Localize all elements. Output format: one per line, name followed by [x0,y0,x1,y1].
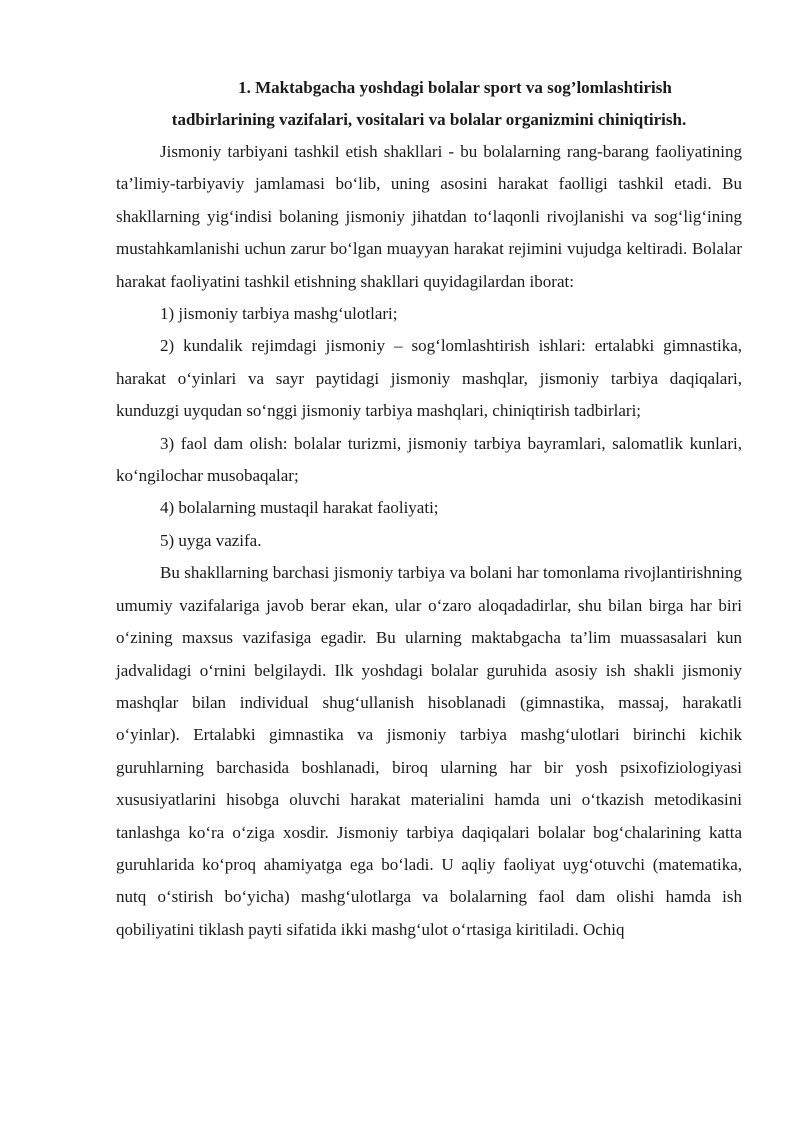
list-item-1: 1) jismoniy tarbiya mashg‘ulotlari; [160,304,398,324]
list-item-5: 5) uyga vazifa. [160,530,262,550]
paragraph-body: Bu shakllarning barchasi jismoniy tarbiya va bolani har tomonlama rivojlantirishning umumiy vazifalariga javob berar ekan, ular o‘zaro aloqadadirlar, shu bilan birga har biri o‘zining maxsus vazifasiga egadir. Bu ularning maktabgacha ta’lim muassasalari kun jadvalidagi o‘rnini belgilaydi. Ilk yoshdagi bolalar guruhida asosiy ish shakli jismoniy mashqlar bilan individual shug‘ullanish hisoblanadi (gimnastika, massaj, harakatli o‘yinlar). Ertalabki gimnastika va jismoniy tarbiya mashg‘ulotlari birinchi kichik guruhlarning barchasida boshlanadi, biroq ularning har bir yosh psixofiziologiyasi xususiyatlarini hisobga oluvchi harakat materialini hamda uni o‘tkazish metodikasini tanlashga ko‘ra o‘ziga xosdir. Jismoniy tarbiya daqiqalari bolalar bog‘chalarining katta guruhlarida ko‘proq ahamiyatga ega bo‘ladi. U aqliy faoliyat uyg‘otuvchi (matematika, nutq o‘stirish bo‘yicha) mashg‘ulotlarga va bolalarning faol dam olishi hamda ish qobiliyatini tiklash payti sifatida ikki mashg‘ulot o‘rtasiga kiritiladi. Ochiq [116,563,742,939]
list-item-2: 2) kundalik rejimdagi jismoniy – sog‘lomlashtirish ishlari: ertalabki gimnastika, harakat o‘yinlari va sayr paytidagi jismoniy mashqlar, jismoniy tarbiya daqiqalari, kunduzgi uyqudan so‘nggi jismoniy tarbiya mashqlari, chiniqtirish tadbirlari; [116,336,742,421]
heading-line-2: tadbirlarining vazifalari, vositalari va bolalar organizmini chiniqtirish. [171,110,687,129]
heading-line-1: 1. Maktabgacha yoshdagi bolalar sport va sog’lomlashtirish [238,78,672,97]
section-heading [116,72,742,136]
list-item-4: 4) bolalarning mustaqil harakat faoliyati; [160,498,439,518]
paragraph-intro: Jismoniy tarbiyani tashkil etish shakllari - bu bolalarning rang-barang faoliyatining ta’limiy-tarbiyaviy jamlamasi bo‘lib, uning asosini harakat faolligi tashkil etadi. Bu shakllarning yig‘indisi bolaning jismoniy jihatdan to‘laqonli rivojlanishi va sog‘lig‘ining mustahkamlanishi uchun zarur bo‘lgan muayyan harakat rejimini vujudga keltiradi. Bolalar harakat faoliyatini tashkil etishning shakllari quyidagilardan iborat: [116,142,742,291]
list-item-3: 3) faol dam olish: bolalar turizmi, jismoniy tarbiya bayramlari, salomatlik kunlari, ko‘ngilochar musobaqalar; [116,433,742,486]
document-page [116,72,742,946]
